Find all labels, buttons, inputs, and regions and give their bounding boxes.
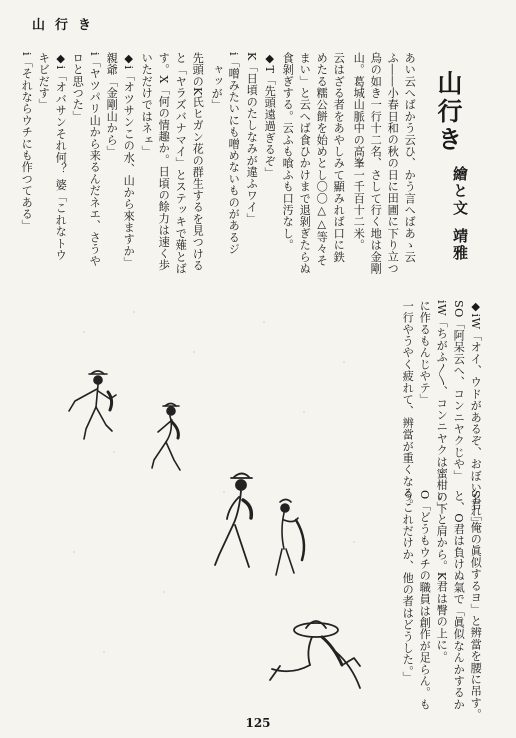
upper-text-line: ◆i「オツサンこの水、山から來ますか」 [122,52,136,269]
paper-texture [73,311,355,653]
upper-text-line: と「ヤラズバナマイ」とステッキで薙とば [174,52,188,275]
lower-text-line: S君「俺の眞似するヨ」と辨當を腰に吊す。 [469,490,483,721]
hiker-figure-3 [215,474,252,568]
lower-text-line: うこれだけか、他の者はどうした。」 [401,490,415,684]
upper-text-line: いただけではネェ」 [140,52,154,158]
upper-text-line: 先頭のK氏ヒガン花の群生するを見つける [191,52,205,272]
hiker-figure-5 [270,621,360,688]
byline-label: 繪と文 [451,166,469,217]
lower-text-line: い」と肩から。K君は臀の上に。 [435,490,449,663]
lower-text-line: SO「阿呆云へ、コンニヤクじや」 [452,300,466,482]
page-number: 125 [245,716,271,730]
upper-text-line: 烏の如き一行十二名、さして行く地は金剛 [369,52,383,275]
lower-text-line: O「どうもウチの職員は創作が足らん。も [418,490,432,711]
upper-text-line: i「ヤツパリ山から来るんだネエ、さうや [88,52,102,267]
upper-text-line: す。X「何の情趣か。日頃の餘力は速く歩 [157,52,171,272]
upper-text-line: ◆i「オバサンそれ何？ 婆「これなトウ [54,52,68,261]
upper-text-line: あい云へばかう云ひ、かう言へばあゝ云 [403,52,417,263]
hiker-figure-4 [276,500,304,576]
article-title: 山行き [434,70,463,154]
upper-text-line: 山。葛城山脈中の高峯一千百十二米。 [352,52,366,251]
upper-text-line: 食剝ぎする。云ふも喰ふも口汚なし。 [281,52,295,251]
upper-text-line: キビだす」 [37,52,51,111]
upper-text-line: ◆T「先頭遠過ぎるぞ」 [263,52,277,179]
lower-text-line: と、O君は負けぬ氣で「眞似なんかするか [452,490,466,711]
author-name: 靖雅 [451,228,469,262]
upper-text-line: ャッが」 [210,64,224,111]
lower-text-line: 一行やうやく疲れて、辨當が重くなる。 [401,300,415,511]
lower-text-line: ◆iW「オイ、ウドがあるぞ、おぼいとれ」 [469,300,483,529]
hiker-figure-2 [152,404,180,471]
hiker-figure-1 [69,371,116,439]
upper-text-line: i「それならウチにも作つてある」 [20,52,34,232]
lower-text-line: に作るもんじやテ」 [418,300,432,406]
upper-text-line: i「噌みたいにも噌めないものがあるジ [227,52,241,255]
upper-text-line: 親爺「金剛山から」 [105,52,119,158]
upper-text-line: K「日頃のたしなみが違ふワイ」 [245,52,259,225]
upper-text-line: ふ――小春日和の秋の日に田圃に下り立つ [386,52,400,275]
upper-text-line: 云はざる者をあやしみて顯みれば口に鉄 [332,52,346,263]
hikers-illustration [44,292,390,706]
lower-text-line: iW「ちがふ〳〵、コンニヤクは蜜柑の下 [435,300,449,515]
upper-text-line: ロと思つた」 [71,52,85,123]
upper-text-line: まい」と云へば食ひかけまで退剝ぎたらぬ [298,52,312,275]
running-head: 山行き [32,18,102,33]
upper-text-line: めたる糯公餅を始めとし〇〇△△等々そ [315,52,329,267]
